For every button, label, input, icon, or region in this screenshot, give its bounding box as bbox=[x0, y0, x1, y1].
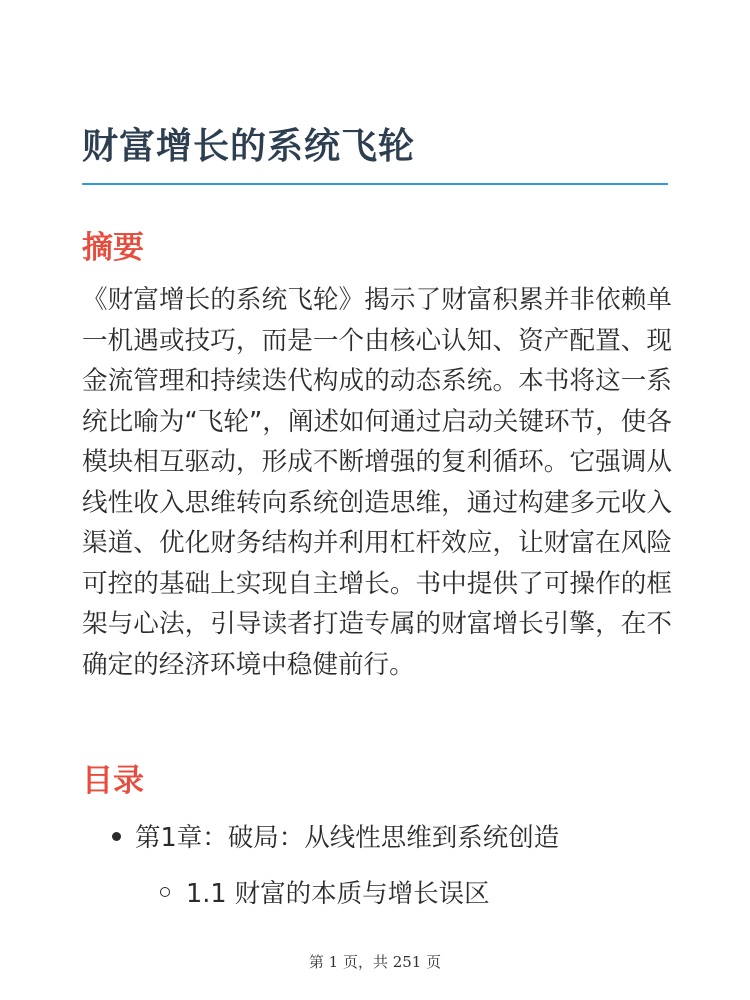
toc-heading: 目录 bbox=[82, 763, 144, 799]
toc-item-section-1-1[interactable] bbox=[160, 874, 490, 910]
toc-item-label: 第1章：破局：从线性思维到系统创造 bbox=[135, 823, 560, 853]
page-title: 财富增长的系统飞轮 bbox=[82, 126, 416, 167]
toc-item-label: 1.1 财富的本质与增长误区 bbox=[186, 879, 490, 909]
abstract-body: 《财富增长的系统飞轮》揭示了财富积累并非依赖单一机遇或技巧，而是一个由核心认知、资产配置、现金流管理和持续迭代构成的动态系统。本书将这一系统比喻为“飞轮”，阐述如何通过启动关键环节，使各模块相互驱动，形成不断增强的复利循环。它强调从线性收入思维转向系统创造思维，通过构建多元收入渠道、优化财务结构并利用杠杆效应，让财富在风险可控的基础上实现自主增长。书中提供了可操作的框架与心法，引导读者打造专属的财富增长引擎，在不确定的经济环境中稳健前行。 bbox=[82, 285, 672, 680]
page-number-footer: 第 1 页，共 251 页 bbox=[308, 953, 442, 971]
abstract-heading: 摘要 bbox=[82, 230, 144, 266]
title-divider bbox=[82, 183, 668, 185]
toc-item-chapter-1[interactable] bbox=[112, 818, 559, 854]
bullet-disc-icon bbox=[112, 832, 121, 841]
bullet-circle-icon bbox=[160, 887, 170, 897]
